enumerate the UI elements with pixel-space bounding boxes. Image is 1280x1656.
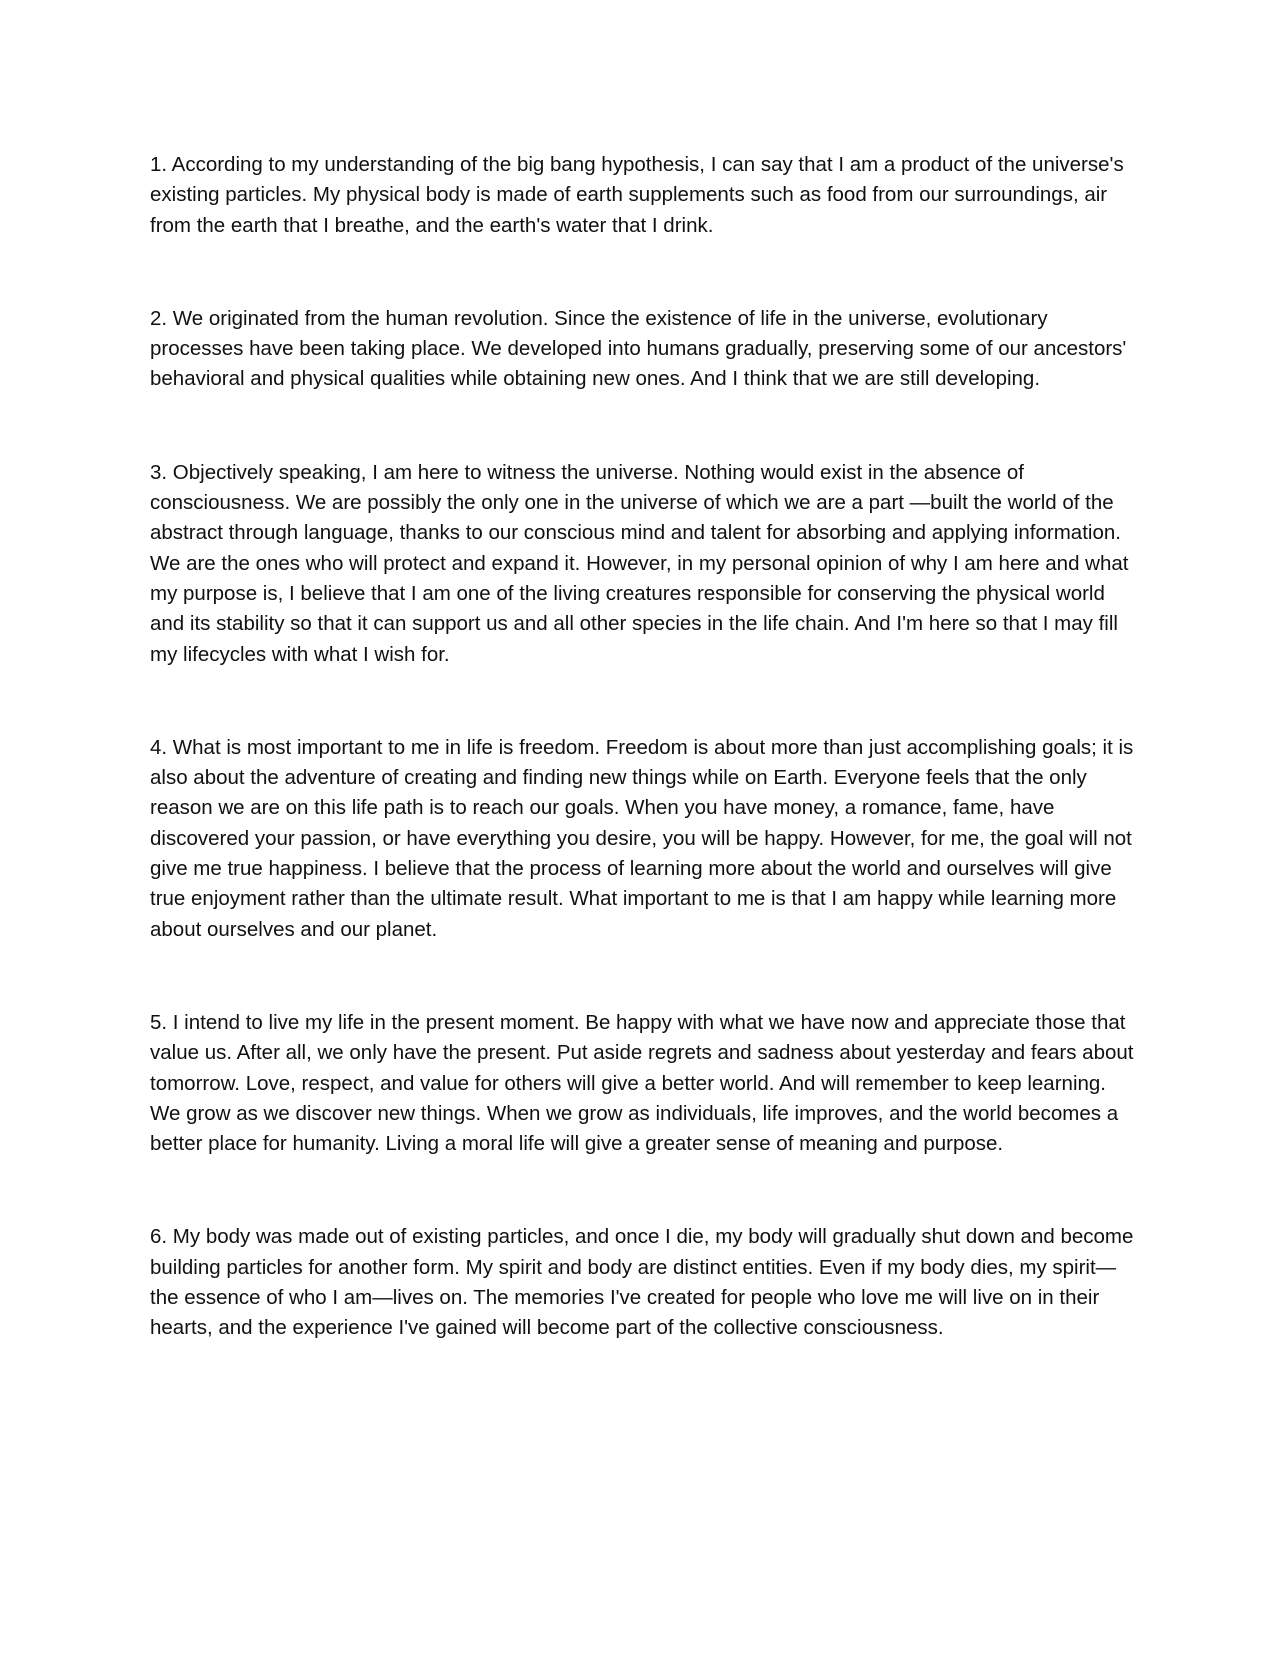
document-page [150, 150, 1135, 1407]
paragraph-5: 5. I intend to live my life in the present moment. Be happy with what we have now and appreciate those that value us. After all, we only have the present. Put aside regrets and sadness about yesterday and fears about tomorrow. Love, respect, and value for others will give a better world. And will remember to keep learning. We grow as we discover new things. When we grow as individuals, life improves, and the world becomes a better place for humanity. Living a moral life will give a greater sense of meaning and purpose. [150, 1010, 1134, 1156]
paragraph-1: 1. According to my understanding of the big bang hypothesis, I can say that I am a product of the universe's existing particles. My physical body is made of earth supplements such as food from our surroundings, air from the earth that I breathe, and the earth's water that I drink. [150, 153, 1124, 237]
paragraph-2: 2. We originated from the human revolution. Since the existence of life in the universe, evolutionary processes have been taking place. We developed into humans gradually, preserving some of our ancestors' behavioral and physical qualities while obtaining new ones. And I think that we are still developing. [150, 306, 1127, 391]
paragraph-4: 4. What is most important to me in life is freedom. Freedom is about more than just accomplishing goals; it is also about the adventure of creating and finding new things while on Earth. Everyone feels that the only reason we are on this life path is to reach our goals. When you have money, a romance, fame, have discovered your passion, or have everything you desire, you will be happy. However, for me, the goal will not give me true happiness. I believe that the process of learning more about the world and ourselves will give true enjoyment rather than the ultimate result. What important to me is that I am happy while learning more about ourselves and our planet. [150, 735, 1134, 941]
paragraph-3: 3. Objectively speaking, I am here to witness the universe. Nothing would exist in the absence of consciousness. We are possibly the only one in the universe of which we are a part —built the world of the abstract through language, thanks to our conscious mind and talent for absorbing and applying information. We are the ones who will protect and expand it. However, in my personal opinion of why I am here and what my purpose is, I believe that I am one of the living creatures responsible for conserving the physical world and its stability so that it can support us and all other species in the life chain. And I'm here so that I may fill my lifecycles with what I wish for. [150, 460, 1129, 666]
paragraph-6: 6. My body was made out of existing particles, and once I die, my body will gradually shut down and become building particles for another form. My spirit and body are distinct entities. Even if my body dies, my spirit—the essence of who I am—lives on. The memories I've created for people who love me will live on in their hearts, and the experience I've gained will become part of the collective consciousness. [150, 1225, 1134, 1340]
